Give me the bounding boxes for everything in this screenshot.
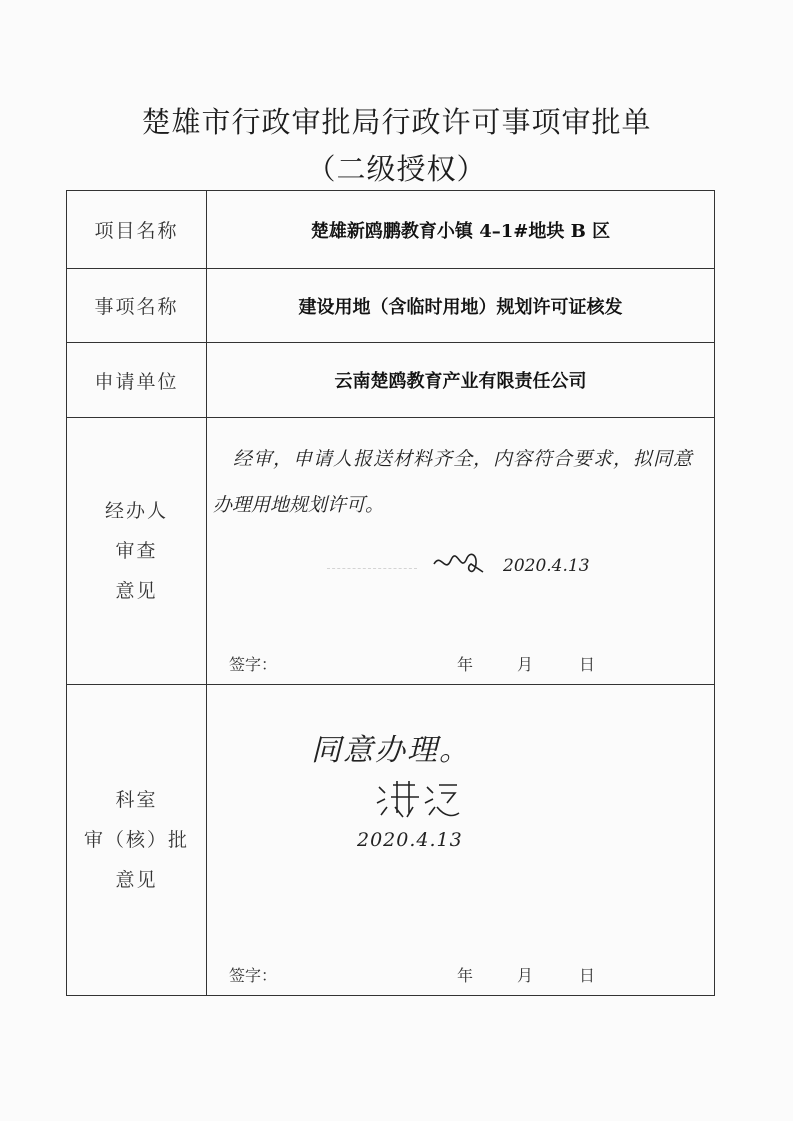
handler-review-opinion — [207, 418, 715, 685]
handler-review-label-line2: 审查 — [115, 540, 158, 562]
section-signature — [375, 777, 461, 821]
section-approval-label-line3: 意见 — [115, 869, 158, 891]
handler-signature — [431, 546, 485, 582]
section-handwritten-date: 2020.4.13 — [357, 829, 463, 851]
handler-day-label: 日 — [579, 655, 596, 674]
section-approval-label-line1: 科室 — [115, 789, 158, 811]
row-handler-review — [67, 418, 715, 685]
section-year-label: 年 — [457, 966, 474, 985]
handler-month-label: 月 — [517, 655, 534, 674]
row-applicant — [67, 343, 715, 418]
applicant-value: 云南楚鸥教育产业有限责任公司 — [207, 343, 715, 418]
row-project-name — [67, 191, 715, 269]
document-title: 楚雄市行政审批局行政许可事项审批单 — [141, 105, 652, 139]
matter-name-label: 事项名称 — [67, 269, 207, 343]
row-matter-name — [67, 269, 715, 343]
matter-name-value: 建设用地（含临时用地）规划许可证核发 — [207, 269, 715, 343]
section-approval-opinion — [207, 685, 715, 996]
project-name-value: 楚雄新鸥鹏教育小镇 4–1#地块 B 区 — [207, 191, 715, 269]
section-approval-label — [67, 685, 207, 996]
handler-handwritten-date: 2020.4.13 — [503, 556, 590, 576]
row-section-approval — [67, 685, 715, 996]
section-sign-label: 签字： — [229, 966, 278, 985]
section-approval-label-line2: 审（核）批 — [83, 829, 189, 851]
section-day-label: 日 — [579, 966, 596, 985]
approval-form-table — [66, 190, 715, 996]
handler-handwritten-line2: 办理用地规划许可。 — [213, 494, 385, 516]
section-handwritten-opinion: 同意办理。 — [311, 733, 471, 768]
applicant-label: 申请单位 — [67, 343, 207, 418]
handler-year-label: 年 — [457, 655, 474, 674]
handler-handwritten-line1: 经审，申请人报送材料齐全，内容符合要求，拟同意 — [233, 448, 694, 470]
project-name-label: 项目名称 — [67, 191, 207, 269]
handler-review-label-line3: 意见 — [115, 580, 158, 602]
section-month-label: 月 — [517, 966, 534, 985]
document-subtitle: （二级授权） — [306, 152, 487, 186]
erased-mark — [327, 568, 417, 569]
handler-review-label-line1: 经办人 — [104, 500, 168, 522]
handler-sign-label: 签字： — [229, 655, 278, 674]
handler-review-label — [67, 418, 207, 685]
